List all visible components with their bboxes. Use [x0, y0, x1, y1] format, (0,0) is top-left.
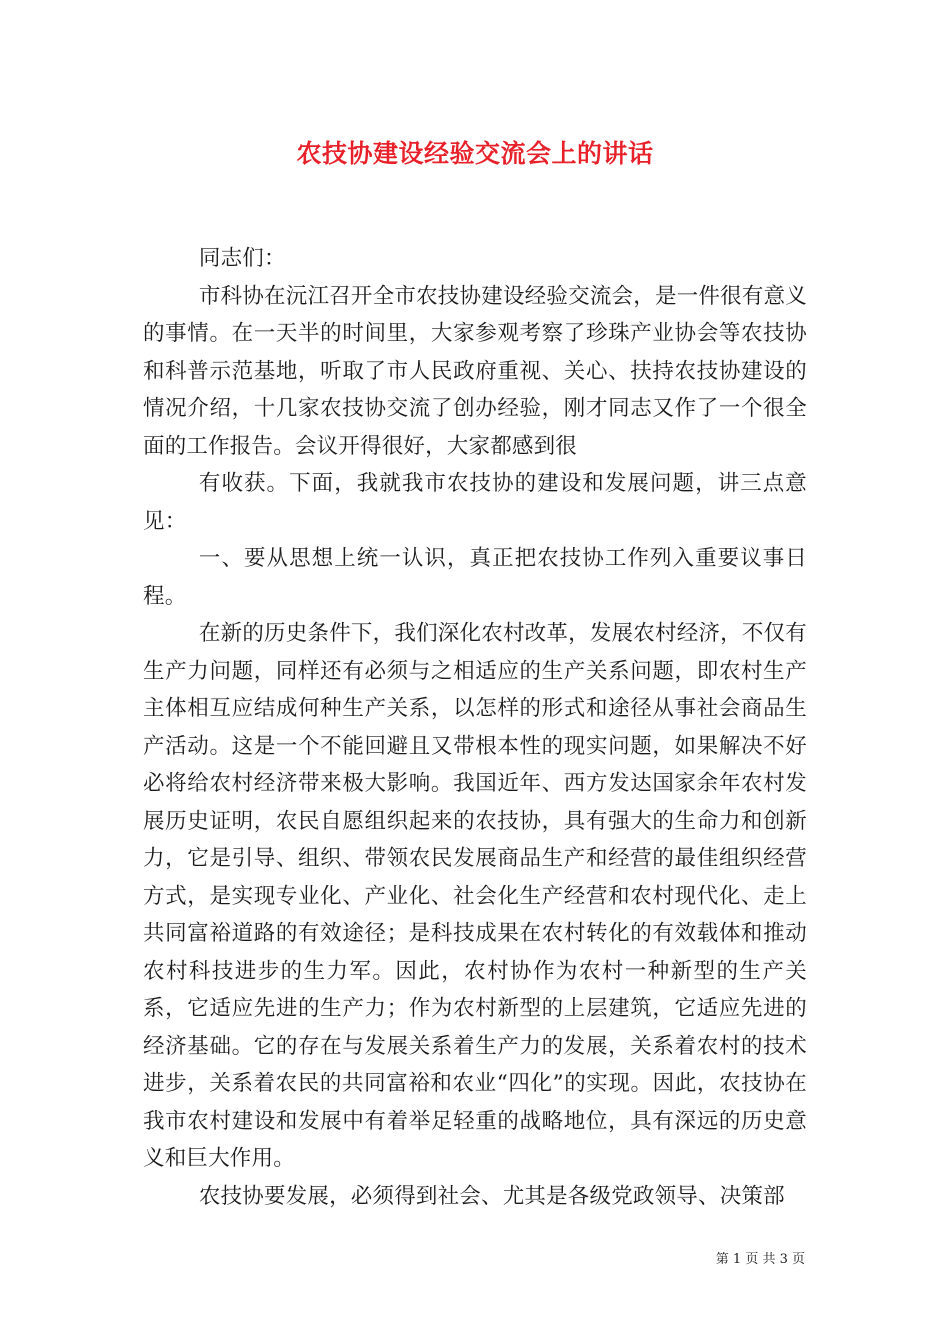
paragraph: 农技协要发展，必须得到社会、尤其是各级党政领导、决策部 — [198, 1183, 785, 1209]
paragraph: 市科协在沅江召开全市农技协建设经验交流会，是一件很有意义的事情。在一天半的时间里，大家参观考察了珍珠产业协会等农技协和科普示范基地，听取了市人民政府重视、关心、扶持农技协建设的情况介绍，十几家农技协交流了创办经验，刚才同志又作了一个很全面的工作报告。会议开得很好，大家都感到很 — [143, 283, 807, 459]
page-title: 农技协建设经验交流会上的讲话 — [296, 139, 654, 168]
paragraph: 在新的历史条件下，我们深化农村改革，发展农村经济，不仅有生产力问题，同样还有必须与之相适应的生产关系问题，即农村生产主体相互应结成何种生产关系，以怎样的形式和途径从事社会商品生产活动。这是一个不能回避且又带根本性的现实问题，如果解决不好必将给农村经济带来极大影响。我国近年、西方发达国家余年农村发展历史证明，农民自愿组织起来的农技协，具有强大的生命力和创新力，它是引导、组织、带领农民发展商品生产和经营的最佳组织经营方式，是实现专业化、产业化、社会化生产经营和农村现代化、走上共同富裕道路的有效途径；是科技成果在农村转化的有效载体和推动农村科技进步的生力军。因此，农村协作为农村一种新型的生产关系，它适应先进的生产力；作为农村新型的上层建筑，它适应先进的经济基础。它的存在与发展关系着生产力的发展，关系着农村的技术进步，关系着农民的共同富裕和农业“四化”的实现。因此，农技协在我市农村建设和发展中有着举足轻重的战略地位，具有深远的历史意义和巨大作用。 — [143, 621, 807, 1171]
greeting: 同志们： — [198, 246, 286, 271]
document-body — [143, 240, 807, 1215]
paragraph: 一、要从思想上统一认识，真正把农技协工作列入重要议事日程。 — [143, 546, 807, 609]
paragraph: 有收获。下面，我就我市农技协的建设和发展问题，讲三点意见： — [143, 471, 807, 534]
page-number-footer: 第 1 页 共 3 页 — [715, 1252, 805, 1267]
